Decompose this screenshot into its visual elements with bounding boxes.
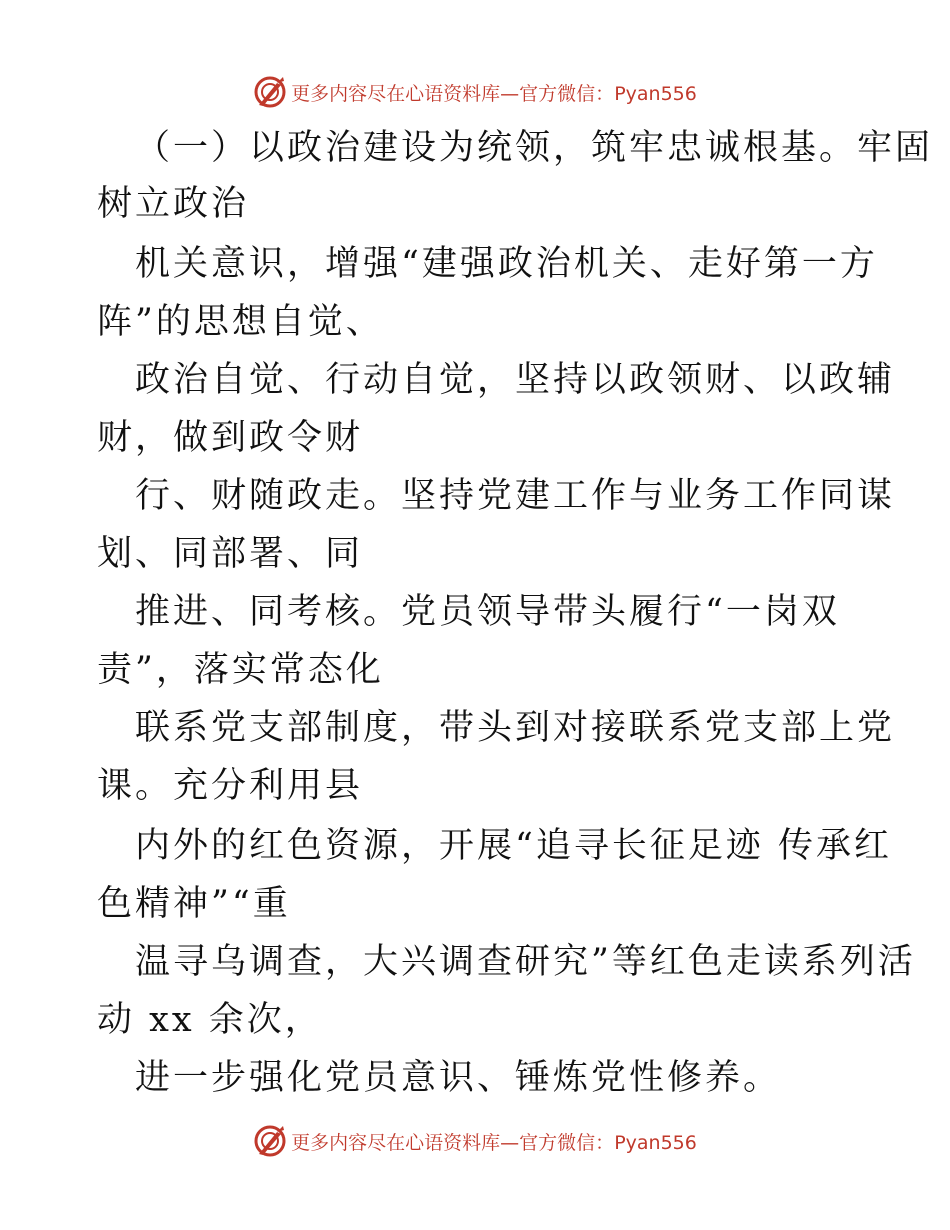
text-line: 机关意识，增强“建强政治机关、走好第一方 [135, 244, 878, 284]
text-line: 温寻乌调查，大兴调查研究”等红色走读系列活 [135, 942, 916, 982]
text-line: 政治自觉、行动自觉，坚持以政领财、以政辅 [135, 360, 896, 400]
text-line: 联系党支部制度，带头到对接联系党支部上党 [135, 708, 896, 748]
watermark-official-label: 官方微信： [519, 1131, 615, 1154]
text-line: 课。充分利用县 [97, 766, 364, 806]
quill-pen-logo-icon [253, 1124, 287, 1158]
watermark-separator: — [500, 82, 520, 105]
text-line: （一）以政治建设为统领，筑牢忠诚根基。牢固 [135, 128, 934, 168]
footer-watermark [0, 1121, 950, 1161]
watermark-text [291, 79, 697, 106]
text-line: 行、财随政走。坚持党建工作与业务工作同谋 [135, 476, 896, 516]
watermark-wechat-id: Pyan556 [614, 1131, 697, 1154]
text-line: 进一步强化党员意识、锤炼党性修养。 [135, 1058, 782, 1098]
watermark-official-label: 官方微信： [519, 82, 615, 105]
text-line: 色精神”“重 [97, 884, 291, 924]
text-line: 树立政治 [97, 184, 250, 224]
text-line: 动 xx 余次， [97, 1000, 323, 1040]
text-line: 责”，落实常态化 [97, 650, 384, 690]
text-line: 推进、同考核。党员领导带头履行“一岗双 [135, 592, 840, 632]
text-line: 阵”的思想自觉、 [97, 302, 384, 342]
header-watermark [0, 72, 950, 112]
text-line: 财，做到政令财 [97, 418, 364, 458]
watermark-text [291, 1128, 697, 1155]
text-line: 划、同部署、同 [97, 534, 364, 574]
watermark-brand: 更多内容尽在心语资料库 [291, 1131, 501, 1154]
watermark-brand: 更多内容尽在心语资料库 [291, 82, 501, 105]
quill-pen-logo-icon [253, 75, 287, 109]
text-line: 内外的红色资源，开展“追寻长征足迹 传承红 [135, 826, 893, 866]
watermark-separator: — [500, 1131, 520, 1154]
watermark-wechat-id: Pyan556 [614, 82, 697, 105]
